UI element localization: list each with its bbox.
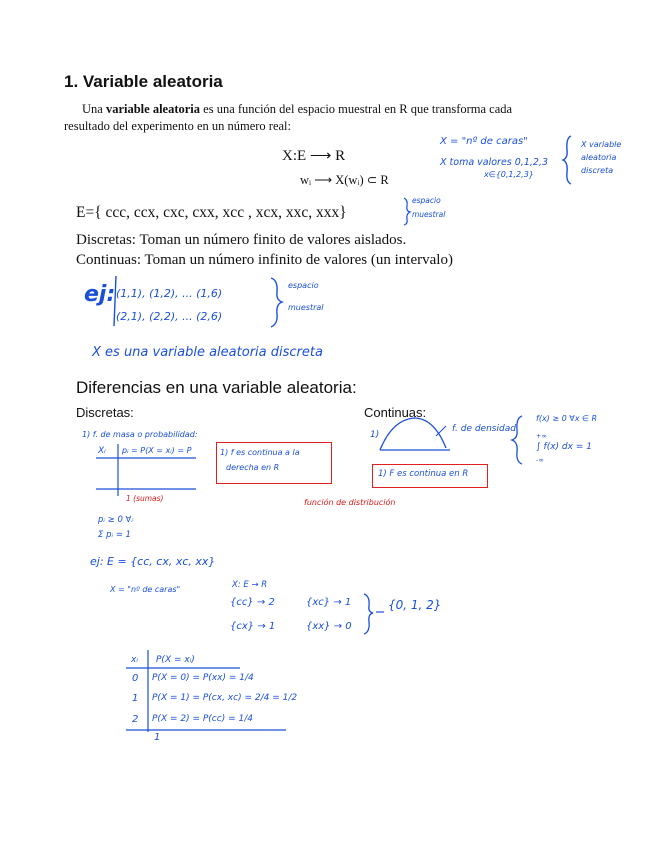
disc-item-1: 1) f. de masa o probabilidad: [82,430,198,439]
disc-table-x: Xᵢ [98,446,106,456]
note-x-variable: X variable [581,140,622,149]
sum-pi-one: Σ pᵢ = 1 [98,530,131,540]
intro-bold-term: variable aleatoria [105,102,201,116]
integral-eq: ∫ f(x) dx = 1 [536,442,592,452]
funcion-distribucion: función de distribución [304,498,396,507]
prob-head-p: P(X = xᵢ) [156,655,195,665]
disc-box-text-1: 1) f es continua a la [220,448,300,457]
xx-map: {xx} → 0 [306,621,352,632]
page-title: 1. Variable aleatoria [64,72,223,91]
cont-item-1: 1) [370,430,380,440]
disc-sum-label: 1 (sumas) [126,494,164,503]
prob-row-1-x: 1 [132,693,139,704]
int-bound-bottom: -∞ [536,456,544,464]
def-discretas: Discretas: Toman un número finito de valores aislados. [76,232,407,248]
cc-map: {cc} → 2 [230,597,275,608]
intro-text-a: Una [82,102,106,116]
intro-text-b: es una función del espacio muestral en R que transforma cada [200,102,513,116]
disc-box-text-2: derecha en R [226,463,280,472]
formula-line-2: wᵢ ⟶ X(wᵢ) ⊂ R [300,173,389,187]
xc-map: {xc} → 1 [306,597,352,608]
disc-table-p: pᵢ = P(X = xᵢ) = P [122,446,192,455]
cx-map: {cx} → 1 [230,621,276,632]
prob-row-0-p: P(X = 0) = P(xx) = 1/4 [152,673,254,683]
cont-box-text: 1) F es continua en R [378,469,469,479]
ej-espacio: espacio [288,281,319,290]
prob-row-0-x: 0 [132,673,139,684]
note-espacio: espacio [412,196,441,205]
note-discreta: discreta [581,166,614,175]
ej-muestral: muestral [288,303,324,312]
x-map: X: E → R [232,580,268,590]
sample-space: E={ ccc, ccx, cxc, cxx, xcc , xcx, xxc, xxx} [76,204,347,221]
ej-row-1: (1,1), (1,2), ... (1,6) [116,287,223,300]
f-densidad: f. de densidad [452,424,516,434]
int-bound-top: +∞ [536,432,547,440]
fx-ge-zero: f(x) ≥ 0 ∀x ∈ R [536,414,598,423]
note-x-set: x∈{0,1,2,3} [484,170,534,179]
differences-heading: Diferencias en una variable aleatoria: [76,378,357,397]
note-muestral: muestral [412,210,446,219]
ej-E-set: ej: E = {cc, cx, xc, xx} [90,555,216,568]
note-x-toma-valores: X toma valores 0,1,2,3 [440,157,549,168]
col-continuas: Continuas: [364,405,427,420]
prob-row-2-p: P(X = 2) = P(cc) = 1/4 [152,714,253,724]
prob-row-2-x: 2 [132,714,139,725]
col-discretas: Discretas: [76,405,134,420]
note-aleatoria: aleatoria [581,153,617,162]
ej-label: ej: [84,282,116,307]
formula-line-1: X:E ⟶ R [282,148,346,164]
set-result: {0, 1, 2} [388,598,442,612]
ej2-x-num-caras: X = "nº de caras" [110,585,181,594]
pi-ge-zero: pᵢ ≥ 0 ∀ᵢ [98,515,133,525]
prob-total: 1 [154,732,161,743]
prob-head-x: xᵢ [131,655,138,665]
x-discreta-note: X es una variable aleatoria discreta [92,345,323,360]
prob-row-1-p: P(X = 1) = P(cx, xc) = 2/4 = 1/2 [152,693,298,703]
ej-row-2: (2,1), (2,2), ... (2,6) [116,310,223,323]
def-continuas: Continuas: Toman un número infinito de valores (un intervalo) [76,252,453,268]
note-x-num-caras: X = "nº de caras" [440,136,528,147]
intro-line-2: resultado del experimento en un número real: [64,119,292,133]
